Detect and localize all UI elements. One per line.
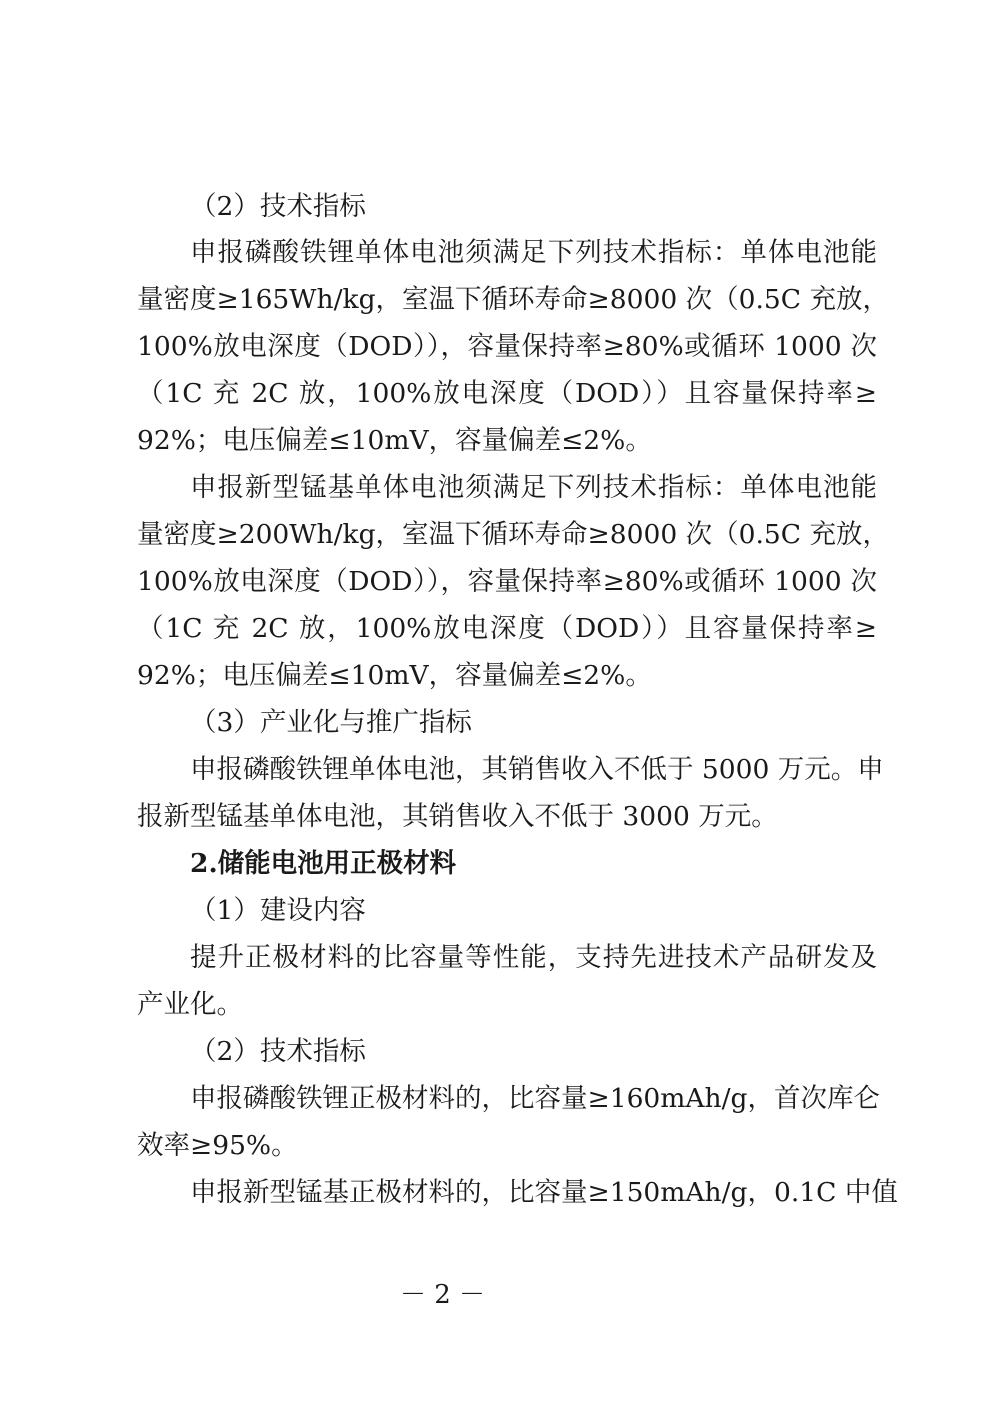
paragraph-line: 92%；电压偏差≤10mV，容量偏差≤2%。 (137, 660, 652, 691)
paragraph-line: 报新型锰基单体电池，其销售收入不低于 3000 万元。 (137, 801, 778, 832)
section-heading: 2.储能电池用正极材料 (190, 848, 457, 879)
paragraph-line: 100%放电深度（DOD）），容量保持率≥80%或循环 1000 次 (137, 331, 877, 362)
paragraph-line: 申报磷酸铁锂单体电池，其销售收入不低于 5000 万元。申 (190, 754, 884, 785)
subheading-technical-indicators: （2）技术指标 (190, 1036, 366, 1067)
subheading-industrialization: （3）产业化与推广指标 (190, 707, 472, 738)
subheading-technical-indicators: （2）技术指标 (190, 191, 366, 222)
page-number-text: － 2 － (399, 1280, 486, 1310)
paragraph-line: 92%；电压偏差≤10mV，容量偏差≤2%。 (137, 425, 652, 456)
paragraph-line: 效率≥95%。 (137, 1130, 298, 1161)
paragraph-line: 申报磷酸铁锂单体电池须满足下列技术指标：单体电池能 (190, 237, 877, 268)
subheading-construction-content: （1）建设内容 (190, 895, 366, 926)
paragraph-line: 100%放电深度（DOD）），容量保持率≥80%或循环 1000 次 (137, 566, 877, 597)
paragraph-line: 产业化。 (137, 989, 243, 1020)
page-number (0, 1278, 1000, 1312)
paragraph-line: 量密度≥165Wh/kg，室温下循环寿命≥8000 次（0.5C 充放， (137, 284, 889, 315)
paragraph-line: 提升正极材料的比容量等性能，支持先进技术产品研发及 (190, 942, 877, 973)
paragraph-line: 申报新型锰基单体电池须满足下列技术指标：单体电池能 (190, 472, 877, 503)
paragraph-line: （1C 充 2C 放，100%放电深度（DOD））且容量保持率≥ (137, 613, 877, 644)
paragraph-line: （1C 充 2C 放，100%放电深度（DOD））且容量保持率≥ (137, 378, 877, 409)
paragraph-line: 申报磷酸铁锂正极材料的，比容量≥160mAh/g，首次库仑 (190, 1083, 881, 1114)
paragraph-line: 量密度≥200Wh/kg，室温下循环寿命≥8000 次（0.5C 充放， (137, 519, 889, 550)
paragraph-line: 申报新型锰基正极材料的，比容量≥150mAh/g，0.1C 中值 (190, 1177, 898, 1208)
